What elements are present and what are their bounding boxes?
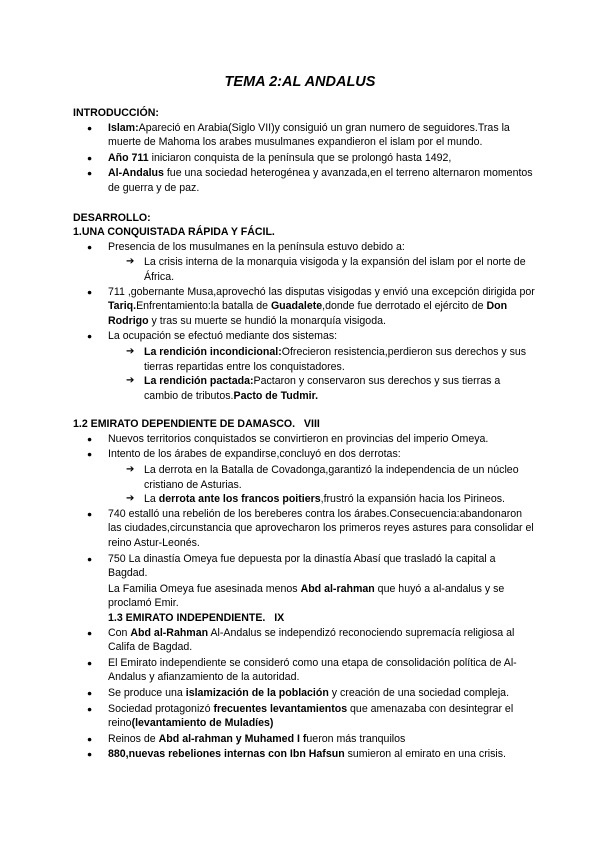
paragraph: La Familia Omeya fue asesinada menos Abd al-rahman que huyó a al-andalus y se proclamó Emir.	[108, 582, 505, 610]
list-item: ● 750 La dinastía Omeya fue depuesta por la dinastía Abasí que trasladó la capital a Bagdad.	[73, 552, 535, 581]
section-3-list	[73, 626, 535, 762]
list-item: ● Se produce una islamización de la población y creación de una sociedad compleja.	[73, 686, 535, 701]
arrow-item: ➔ La derrota ante los francos poitiers,frustró la expansión hacia los Pirineos.	[73, 492, 535, 507]
list-item: ● Año 711 iniciaron conquista de la península que se prolongó hasta 1492,	[73, 151, 535, 166]
document-body	[73, 106, 535, 763]
list-item: ● Nuevos territorios conquistados se convirtieron en provincias del imperio Omeya.	[73, 432, 535, 447]
spacer	[73, 197, 535, 211]
spacer	[73, 403, 535, 417]
list-item: ● El Emirato independiente se consideró como una etapa de consolidación política de Al-Andalus y afianzamiento de la autoridad.	[73, 656, 535, 685]
list-item: ● Sociedad protagonizó frecuentes levantamientos que amenazaba con desintegrar el reino(levantamiento de Muladíes)	[73, 702, 535, 731]
list-item: ● Reinos de Abd al-rahman y Muhamed I fueron más tranquilos	[73, 732, 535, 747]
section-3-heading: 1.3 EMIRATO INDEPENDIENTE. IX	[108, 612, 285, 624]
list-item: ● Presencia de los musulmanes en la península estuvo debido a:	[73, 240, 535, 255]
arrow-item: ➔ La crisis interna de la monarquia visigoda y la expansión del islam por el norte de África.	[73, 255, 535, 284]
list-item: ● 740 estalló una rebelión de los bereberes contra los árabes.Consecuencia:abandonaron las ciudades,circunstancia que aprovecharon los primeros reyes astures para consolidar el reino Astur-Leonés.	[73, 507, 535, 551]
section-1-list	[73, 240, 535, 404]
list-item: ● Al-Andalus fue una sociedad heterogénea y avanzada,en el terreno alternaron momentos de guerra y de paz.	[73, 166, 535, 195]
section-2-heading: 1.2 EMIRATO DEPENDIENTE DE DAMASCO. VIII	[73, 418, 320, 431]
list-item: ● 711 ,gobernante Musa,aprovechó las disputas visigodas y envió una excepción dirigida por Tariq.Enfrentamiento:la batalla de Guadalete,donde fue derrotado el ejército de Don Rodrigo y tras su muerte se hundió la monarquía visigoda.	[73, 285, 535, 329]
desarrollo-heading: DESARROLLO:	[73, 211, 151, 224]
arrow-item: ➔ La rendición incondicional:Ofrecieron resistencia,perdieron sus derechos y sus tierras repartidas entre los conquistadores.	[73, 345, 535, 374]
list-item: ● Intento de los árabes de expandirse,concluyó en dos derrotas:	[73, 447, 535, 462]
section-2-list	[73, 432, 535, 581]
list-item: ● La ocupación se efectuó mediante dos sistemas:	[73, 329, 535, 344]
list-item: ● Islam:Apareció en Arabia(Siglo VII)y consiguió un gran numero de seguidores.Tras la muerte de Mahoma los arabes musulmanes expandieron el islam por el mundo.	[73, 121, 535, 150]
list-item: ● 880,nuevas rebeliones internas con Ibn Hafsun sumieron al emirato en una crisis.	[73, 747, 535, 762]
intro-list	[73, 121, 535, 196]
section-1-heading: 1.UNA CONQUISTADA RÁPIDA Y FÁCIL.	[73, 226, 275, 239]
arrow-item: ➔ La rendición pactada:Pactaron y conservaron sus derechos y sus tierras a cambio de tributos.Pacto de Tudmir.	[73, 374, 535, 403]
arrow-item: ➔ La derrota en la Batalla de Covadonga,garantizó la independencia de un núcleo cristiano de Asturias.	[73, 463, 535, 492]
intro-heading: INTRODUCCIÓN:	[73, 107, 159, 119]
list-item: ● Con Abd al-Rahman Al-Andalus se independizó reconociendo supremacía religiosa al Califa de Bagdad.	[73, 626, 535, 655]
document-title: TEMA 2:AL ANDALUS	[224, 74, 376, 90]
